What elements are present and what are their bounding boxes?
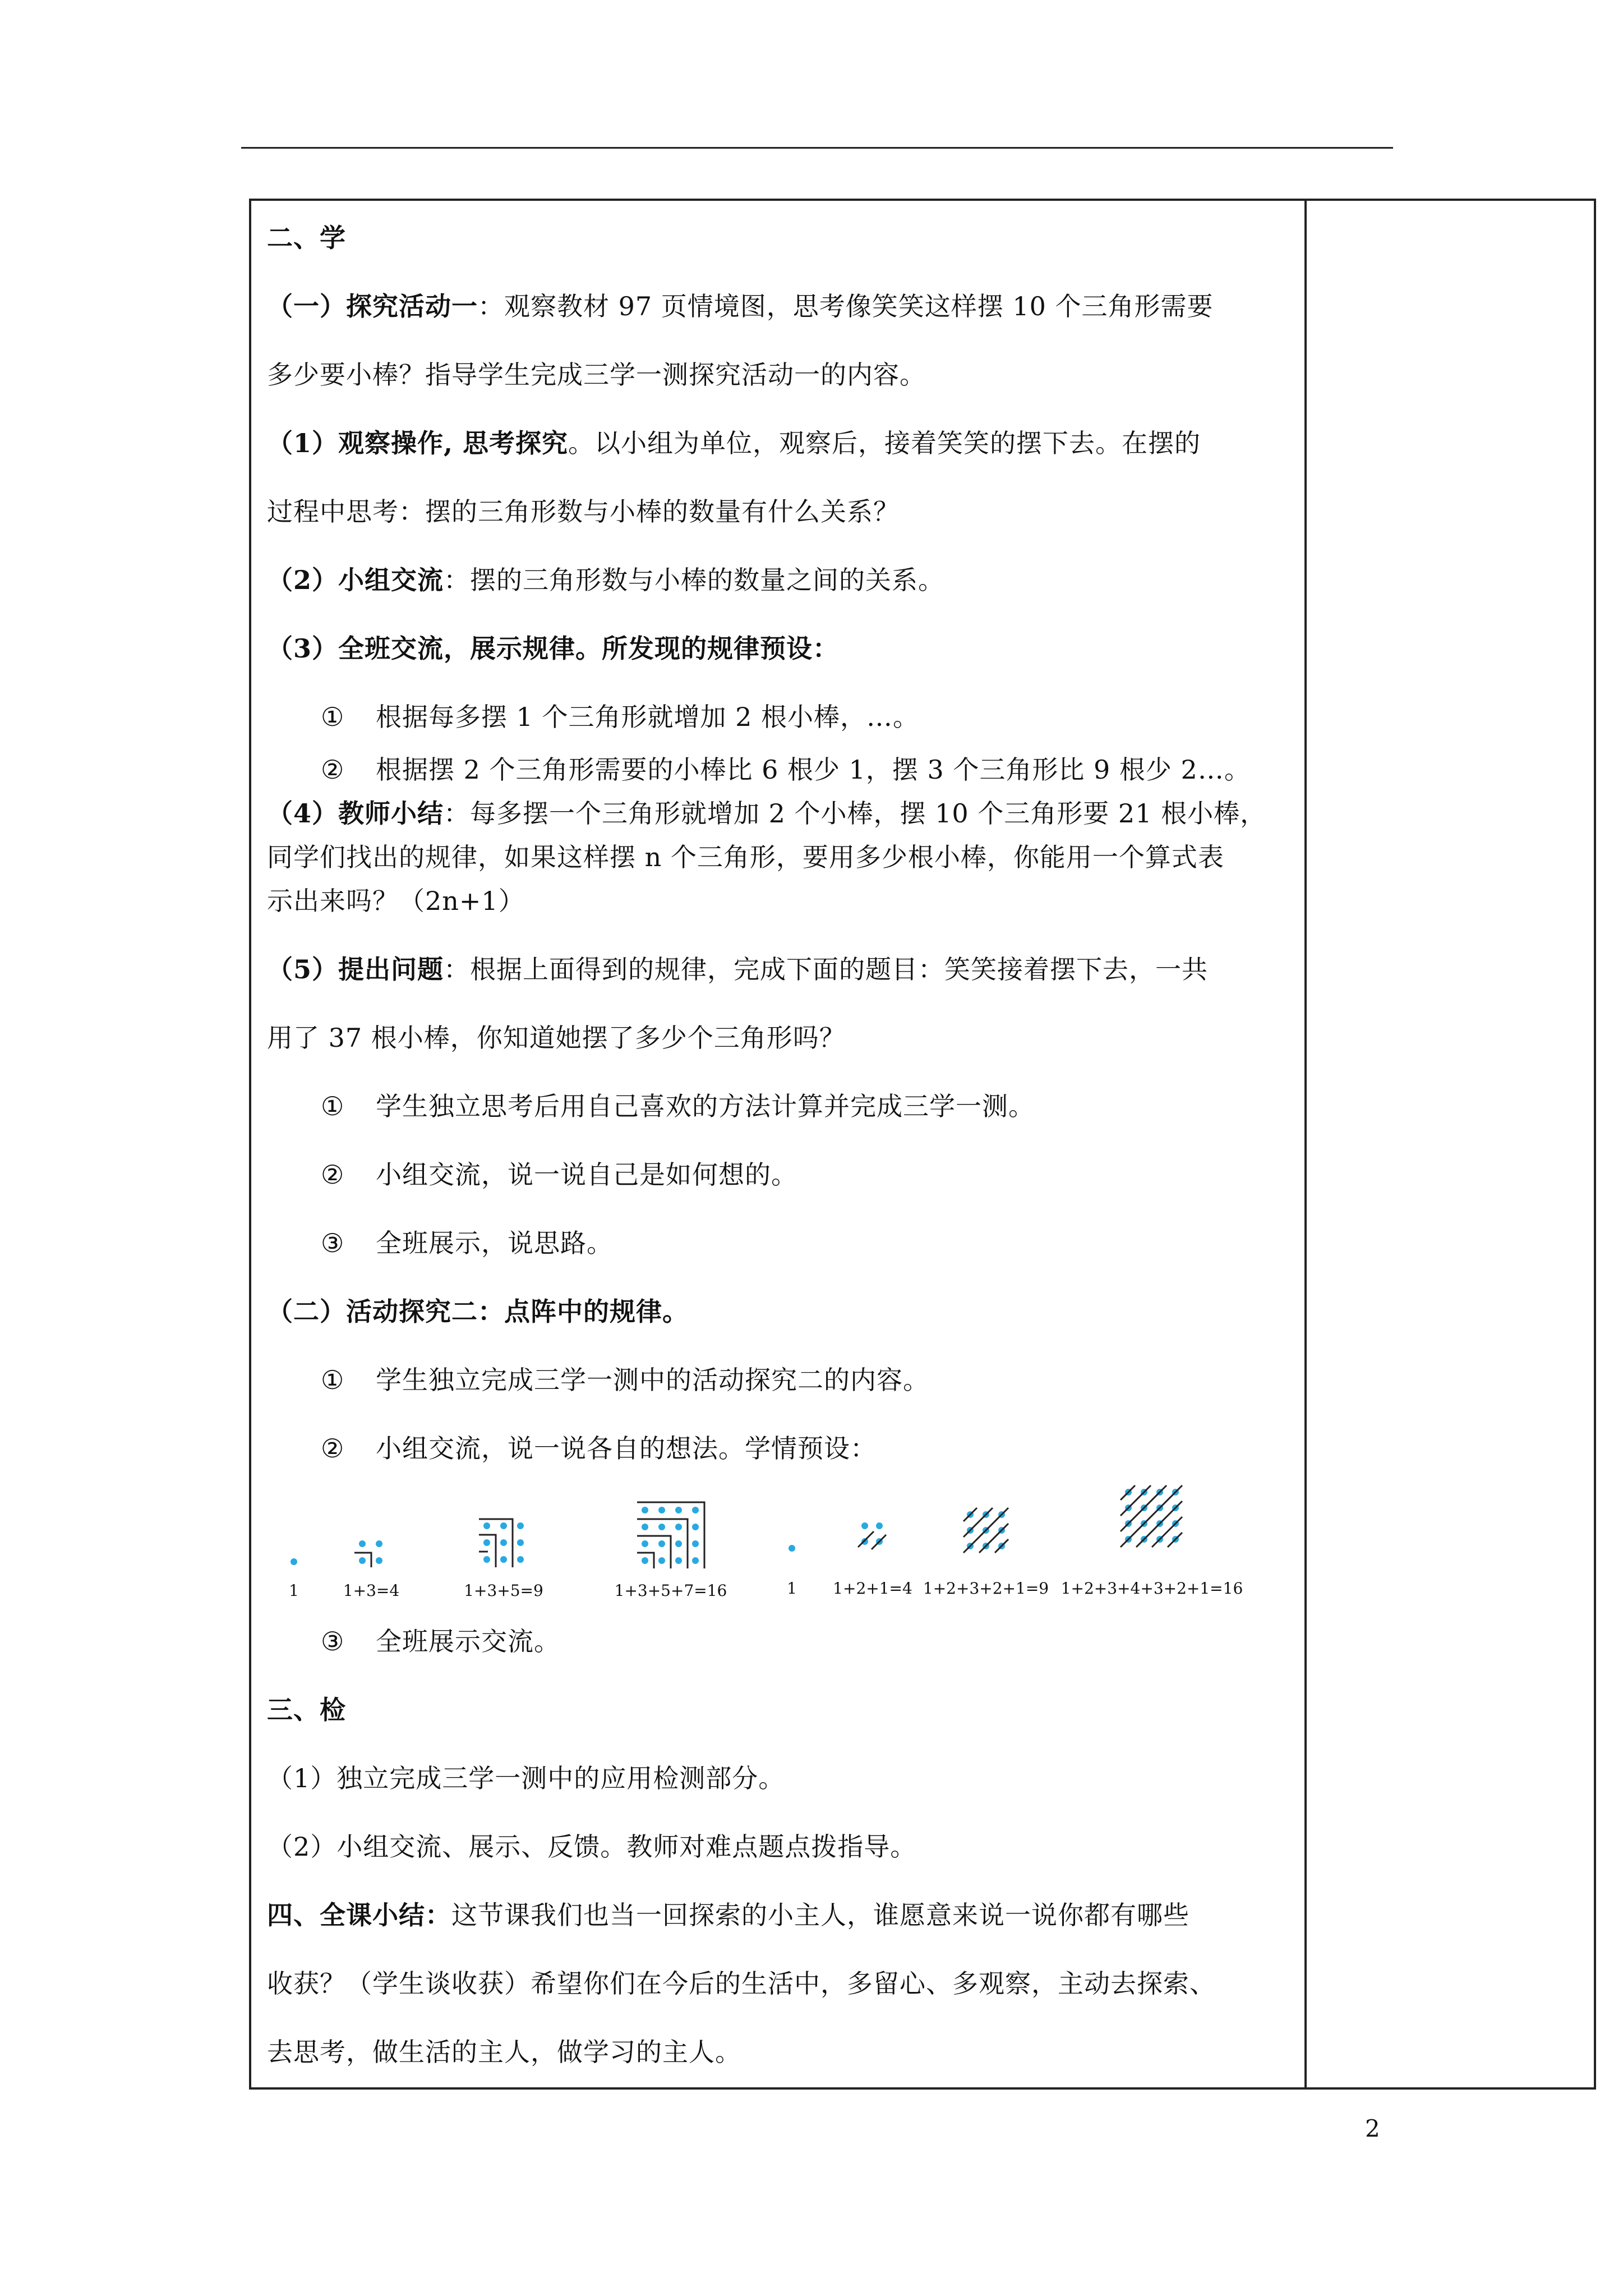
step5-line2: 用了 37 根小棒，你知道她摆了多少个三角形吗？ [267,1023,846,1053]
step5-line1: （5）提出问题：根据上面得到的规律，完成下面的题目：笑笑接着摆下去，一共 [267,954,1209,984]
lesson-table [249,199,1596,2090]
step3-title: （3）全班交流，展示规律。所发现的规律预设： [267,633,840,664]
step3-line [267,633,839,664]
check-item-2: （2）小组交流、展示、反馈。教师对难点题点拨指导。 [267,1832,917,1862]
step3-item-1: ① 根据每多摆 1 个三角形就增加 2 根小棒，…。 [321,702,920,732]
summary-line1: 四、全课小结：这节课我们也当一回探索的小主人，谁愿意来说一说你都有哪些 [267,1900,1189,1930]
table-column-divider [1304,199,1307,2090]
dot-figure-label-4: 1+3+5+7=16 [614,1581,727,1600]
section-heading-learn: 二、学 [267,223,346,253]
step3-item-2: ② 根据摆 2 个三角形需要的小棒比 6 根少 1，摆 3 个三角形比 9 根少 2…。 [321,754,1251,785]
step1-line1: （1）观察操作, 思考探究。以小组为单位，观察后，接着笑笑的摆下去。在摆的 [267,428,1201,458]
step5-item-3: ③ 全班展示，说思路。 [321,1228,613,1258]
step5-title: （5）提出问题 [267,954,444,984]
step4-line1: （4）教师小结：每多摆一个三角形就增加 2 个小棒，摆 10 个三角形要 21 根小棒， [267,798,1267,829]
step2-title: （2）小组交流 [267,565,444,595]
activity1-title: （一）探究活动一 [267,291,478,321]
check-item-1: （1）独立完成三学一测中的应用检测部分。 [267,1763,785,1793]
dot-figure-8 [1121,1485,1182,1547]
section-heading-check: 三、检 [267,1695,346,1725]
dot-figure-6 [858,1522,886,1549]
activity2-item-3: ③ 全班展示交流。 [321,1626,560,1657]
dot-figure-label-2: 1+3=4 [343,1581,400,1600]
dot-figure-1 [291,1558,297,1565]
step1-line2: 过程中思考：摆的三角形数与小棒的数量有什么关系？ [267,496,900,527]
dot-figure-7 [963,1508,1008,1553]
step2-line: （2）小组交流：摆的三角形数与小棒的数量之间的关系。 [267,565,945,595]
step4-line3: 示出来吗？（2n+1） [267,886,525,916]
dot-figure-label-8: 1+2+3+4+3+2+1=16 [1061,1579,1243,1598]
dot-figure-label-7: 1+2+3+2+1=9 [923,1579,1049,1598]
activity1-line1: （一）探究活动一：观察教材 97 页情境图，思考像笑笑这样摆 10 个三角形需要 [267,291,1214,321]
activity1-line2: 多少要小棒？指导学生完成三学一测探究活动一的内容。 [267,360,926,390]
dot-figure-label-6: 1+2+1=4 [833,1579,912,1598]
dot-figure-5 [789,1545,795,1552]
summary-line2: 收获？（学生谈收获）希望你们在今后的生活中，多留心、多观察，主动去探索、 [267,1968,1216,1999]
dot-figure-label-1: 1 [289,1581,299,1600]
header-rule [241,147,1393,149]
dot-figure-3 [479,1519,524,1567]
activity2-item-2: ② 小组交流，说一说各自的想法。学情预设： [321,1433,877,1464]
dot-figure-4 [637,1502,704,1568]
summary-title: 四、全课小结： [267,1900,451,1930]
step5-item-2: ② 小组交流，说一说自己是如何想的。 [321,1159,797,1190]
activity2-item-1: ① 学生独立完成三学一测中的活动探究二的内容。 [321,1365,929,1395]
step1-title: （1）观察操作, 思考探究 [267,428,569,458]
dot-figure-2 [354,1540,382,1567]
dot-figure-label-3: 1+3+5=9 [464,1581,543,1600]
activity2-line [267,1296,689,1327]
page-number: 2 [1365,2115,1380,2142]
step5-item-1: ① 学生独立思考后用自己喜欢的方法计算并完成三学一测。 [321,1091,1035,1121]
dot-figure-label-5: 1 [787,1579,797,1598]
summary-line3: 去思考，做生活的主人，做学习的主人。 [267,2037,741,2067]
dot-array-figures [280,1463,1290,1614]
step4-line2: 同学们找出的规律，如果这样摆 n 个三角形，要用多少根小棒，你能用一个算式表 [267,842,1224,872]
step4-title: （4）教师小结 [267,798,444,829]
activity2-title: （二）活动探究二：点阵中的规律。 [267,1296,689,1327]
